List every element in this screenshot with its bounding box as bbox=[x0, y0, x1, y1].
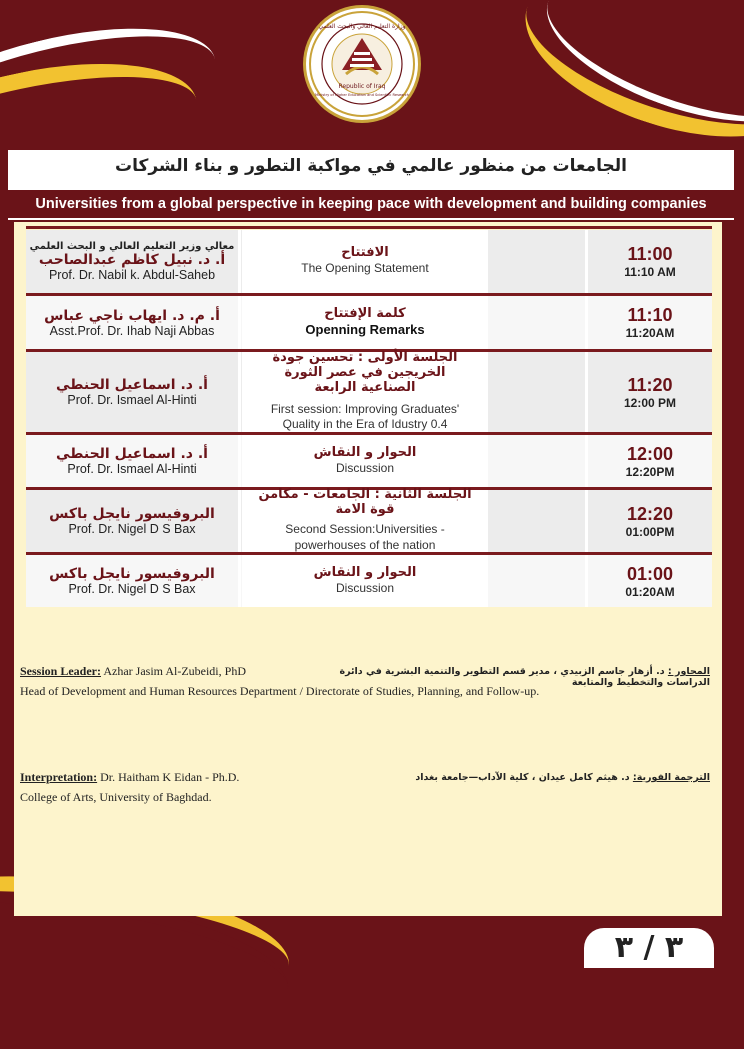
speaker-role-ar: معالي وزير التعليم العالي و البحث العلمي bbox=[29, 241, 235, 252]
speaker-cell bbox=[26, 555, 238, 607]
speaker-name-en: Prof. Dr. Nigel D S Bax bbox=[68, 582, 196, 596]
time-cell bbox=[588, 435, 712, 487]
topic-cell bbox=[242, 296, 488, 349]
table-row bbox=[26, 555, 712, 607]
interpretation-college: College of Arts, University of Baghdad. bbox=[20, 790, 212, 804]
speaker-name-ar: أ. م. د. ايهاب ناجي عباس bbox=[44, 307, 220, 324]
speaker-cell bbox=[26, 230, 238, 293]
topic-cell bbox=[242, 435, 488, 487]
interpretation-name: Dr. Haitham K Eidan - Ph.D. bbox=[97, 770, 240, 784]
topic-cell bbox=[242, 555, 488, 607]
time-start: 11:00 bbox=[627, 244, 673, 264]
topic-cell bbox=[242, 230, 488, 293]
topic-ar: كلمة الإفتتاح bbox=[324, 305, 406, 321]
speaker-name-en: Prof. Dr. Nigel D S Bax bbox=[68, 522, 196, 536]
session-leader bbox=[20, 664, 320, 679]
table-row bbox=[26, 296, 712, 349]
column-divider bbox=[238, 230, 241, 293]
row-divider bbox=[26, 226, 712, 229]
column-divider bbox=[238, 352, 241, 432]
session-leader-label: Session Leader: bbox=[20, 664, 101, 678]
topic-en: Discussion bbox=[335, 580, 395, 595]
topic-cell bbox=[242, 352, 488, 432]
column-divider bbox=[238, 555, 241, 607]
topic-en: Discussion bbox=[335, 460, 395, 475]
topic-ar: الجلسة الثانية : الجامعات - مكامن قوة الامة bbox=[258, 487, 472, 518]
logo-line2: Ministry of Higher Education and Scientific Research bbox=[314, 93, 410, 97]
topic-ar: الحوار و النقاش bbox=[313, 444, 417, 460]
speaker-cell bbox=[26, 296, 238, 349]
interpretation-label: Interpretation: bbox=[20, 770, 98, 784]
time-end: 12:20PM bbox=[625, 464, 675, 479]
time-start: 01:00 bbox=[626, 563, 674, 584]
session-leader-ar-label: المحاور : bbox=[667, 666, 710, 677]
interpretation-ar-text: د. هيثم كامل عيدان ، كلية الآداب—جامعة بغداد bbox=[415, 772, 633, 783]
time-end: 01:20AM bbox=[625, 584, 675, 599]
speaker-name-ar: البروفيسور نايجل باكس bbox=[49, 506, 215, 522]
interpretation bbox=[20, 770, 340, 785]
time-cell bbox=[588, 296, 712, 349]
time-end: 01:00PM bbox=[625, 524, 675, 539]
time-start: 11:10 bbox=[627, 305, 673, 325]
time-cell bbox=[588, 230, 712, 293]
speaker-name-en: Asst.Prof. Dr. Ihab Naji Abbas bbox=[49, 323, 215, 338]
topic-ar: الجلسة الأولى : تحسين جودة الخريجين في عصر الثورة الصناعية الرابعة bbox=[272, 350, 458, 395]
title-english: Universities from a global perspective in keeping pace with development and building companies bbox=[8, 190, 734, 218]
speaker-name-ar: البروفيسور نايجل باكس bbox=[49, 566, 215, 582]
time-end: 11:10 AM bbox=[624, 265, 676, 279]
topic-en: Second Session:Universities - powerhouses of the nation bbox=[285, 522, 445, 552]
interpretation-ar-label: الترجمة الفورية: bbox=[632, 772, 710, 783]
speaker-name-en: Prof. Dr. Nabil k. Abdul-Saheb bbox=[48, 268, 216, 282]
speaker-cell bbox=[26, 490, 238, 552]
session-leader-ar-text: د. أزهار جاسم الزبيدي ، مدير قسم التطوير والتنمية البشرية في دائرة الدراسات والتخطيط والمتابعة bbox=[339, 666, 710, 688]
time-cell bbox=[588, 490, 712, 552]
interpretation-ar bbox=[380, 772, 710, 783]
column-divider bbox=[238, 296, 241, 349]
speaker-name-ar: أ. د. اسماعيل الحنطي bbox=[56, 377, 208, 393]
time-cell bbox=[588, 555, 712, 607]
column-divider bbox=[238, 490, 241, 552]
topic-en: Openning Remarks bbox=[305, 321, 425, 337]
column-divider bbox=[238, 435, 241, 487]
topic-en: The Opening Statement bbox=[301, 261, 429, 276]
topic-cell bbox=[242, 487, 488, 552]
table-row bbox=[26, 352, 712, 432]
table-row bbox=[26, 435, 712, 487]
time-start: 11:20 bbox=[627, 374, 673, 395]
table-row bbox=[26, 230, 712, 293]
speaker-name-ar: أ. د. اسماعيل الحنطي bbox=[56, 446, 208, 462]
title-band bbox=[8, 150, 734, 220]
table-row bbox=[26, 487, 712, 552]
logo-arc-text: وزارة التعليم العالي والبحث العلمي bbox=[318, 23, 406, 30]
topic-en: First session: Improving Graduates' Quality in the Era of Idustry 0.4 bbox=[270, 401, 460, 432]
session-leader-name: Azhar Jasim Al-Zubeidi, PhD bbox=[101, 664, 246, 678]
speaker-name-en: Prof. Dr. Ismael Al-Hinti bbox=[67, 462, 197, 476]
speaker-name-en: Prof. Dr. Ismael Al-Hinti bbox=[67, 393, 197, 407]
time-start: 12:20 bbox=[626, 503, 674, 524]
session-leader-dept: Head of Development and Human Resources Department / Directorate of Studies, Planning, and Follow-up. bbox=[20, 684, 540, 698]
ministry-logo bbox=[306, 8, 418, 120]
time-end: 11:20AM bbox=[625, 326, 675, 340]
time-start: 12:00 bbox=[626, 443, 674, 464]
page-number: ٣ / ٣ bbox=[584, 928, 714, 968]
time-cell bbox=[588, 352, 712, 432]
topic-ar: الافتتاح bbox=[341, 245, 389, 261]
title-arabic: الجامعات من منظور عالمي في مواكبة التطور و بناء الشركات bbox=[114, 156, 627, 176]
logo-line1: Republic of Iraq bbox=[338, 83, 386, 90]
speaker-name-ar: أ. د. نبيل كاظم عبدالصاحب bbox=[38, 252, 226, 268]
speaker-cell bbox=[26, 435, 238, 487]
time-end: 12:00 PM bbox=[623, 395, 677, 410]
speaker-cell bbox=[26, 352, 238, 432]
topic-ar: الحوار و النقاش bbox=[313, 564, 417, 580]
